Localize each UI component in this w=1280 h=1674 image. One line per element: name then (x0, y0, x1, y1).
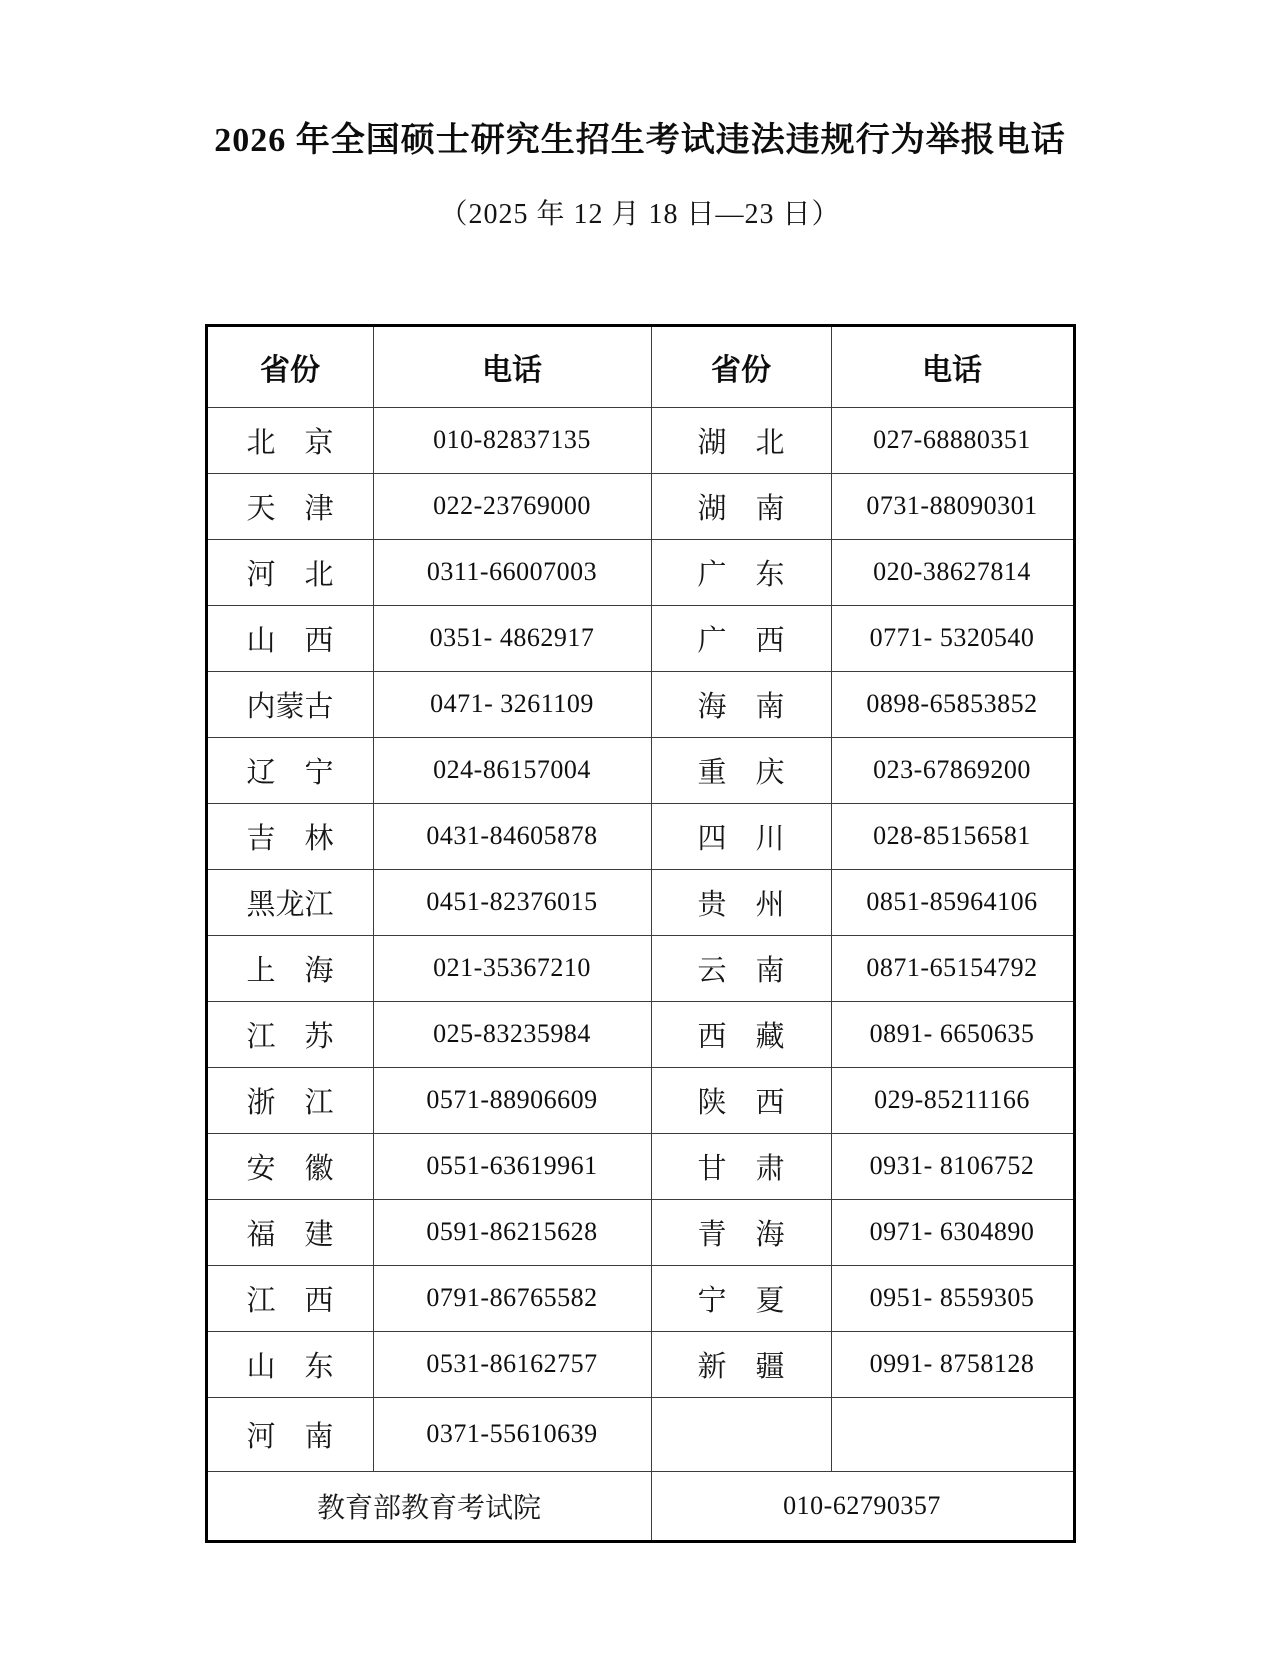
province-cell: 上 海 (206, 935, 373, 1001)
table-row (206, 1133, 1074, 1199)
table-row (206, 605, 1074, 671)
footer-organization-cell: 教育部教育考试院 (206, 1471, 651, 1541)
table-row (206, 1265, 1074, 1331)
table-header-row (206, 325, 1074, 407)
province-cell: 湖 北 (651, 407, 831, 473)
phone-cell: 0991- 8758128 (831, 1331, 1074, 1397)
province-cell: 青 海 (651, 1199, 831, 1265)
phone-cell: 0931- 8106752 (831, 1133, 1074, 1199)
province-cell: 江 苏 (206, 1001, 373, 1067)
province-cell: 江 西 (206, 1265, 373, 1331)
phone-cell: 0891- 6650635 (831, 1001, 1074, 1067)
phone-cell: 022-23769000 (373, 473, 651, 539)
col-header-phone-left: 电话 (373, 325, 651, 407)
province-cell: 山 西 (206, 605, 373, 671)
phone-cell: 0871-65154792 (831, 935, 1074, 1001)
phone-cell: 0731-88090301 (831, 473, 1074, 539)
phone-cell: 024-86157004 (373, 737, 651, 803)
province-cell: 河 北 (206, 539, 373, 605)
table-row (206, 1067, 1074, 1133)
province-cell: 云 南 (651, 935, 831, 1001)
phone-cell: 0898-65853852 (831, 671, 1074, 737)
table-row (206, 1001, 1074, 1067)
phone-cell: 0971- 6304890 (831, 1199, 1074, 1265)
province-cell: 湖 南 (651, 473, 831, 539)
phone-cell: 021-35367210 (373, 935, 651, 1001)
document-subtitle: （2025 年 12 月 18 日—23 日） (439, 198, 841, 230)
table-row (206, 737, 1074, 803)
province-cell: 宁 夏 (651, 1265, 831, 1331)
phone-cell: 0851-85964106 (831, 869, 1074, 935)
phone-cell: 010-82837135 (373, 407, 651, 473)
phone-cell: 0771- 5320540 (831, 605, 1074, 671)
phone-cell: 028-85156581 (831, 803, 1074, 869)
phone-cell: 0571-88906609 (373, 1067, 651, 1133)
province-cell: 安 徽 (206, 1133, 373, 1199)
table-row (206, 803, 1074, 869)
empty-cell (831, 1397, 1074, 1471)
province-cell: 西 藏 (651, 1001, 831, 1067)
province-cell: 浙 江 (206, 1067, 373, 1133)
province-cell: 贵 州 (651, 869, 831, 935)
table-row (206, 539, 1074, 605)
phone-cell: 025-83235984 (373, 1001, 651, 1067)
phone-cell: 0791-86765582 (373, 1265, 651, 1331)
col-header-phone-right: 电话 (831, 325, 1074, 407)
footer-phone-cell: 010-62790357 (651, 1471, 1074, 1541)
province-cell: 山 东 (206, 1331, 373, 1397)
phone-cell: 0551-63619961 (373, 1133, 651, 1199)
province-cell: 辽 宁 (206, 737, 373, 803)
province-cell: 重 庆 (651, 737, 831, 803)
table-row (206, 869, 1074, 935)
province-cell: 河 南 (206, 1397, 373, 1471)
phone-cell: 0591-86215628 (373, 1199, 651, 1265)
empty-cell (651, 1397, 831, 1471)
document-title: 2026 年全国硕士研究生招生考试违法违规行为举报电话 (214, 122, 1066, 159)
phone-cell: 0531-86162757 (373, 1331, 651, 1397)
province-cell: 福 建 (206, 1199, 373, 1265)
province-cell: 吉 林 (206, 803, 373, 869)
phone-cell: 0351- 4862917 (373, 605, 651, 671)
hotline-table (205, 324, 1076, 1543)
phone-cell: 023-67869200 (831, 737, 1074, 803)
phone-cell: 0431-84605878 (373, 803, 651, 869)
phone-cell: 029-85211166 (831, 1067, 1074, 1133)
province-cell: 内蒙古 (206, 671, 373, 737)
province-cell: 广 西 (651, 605, 831, 671)
province-cell: 陕 西 (651, 1067, 831, 1133)
province-cell: 海 南 (651, 671, 831, 737)
table-row (206, 407, 1074, 473)
phone-cell: 0951- 8559305 (831, 1265, 1074, 1331)
col-header-province-right: 省份 (651, 325, 831, 407)
phone-cell: 027-68880351 (831, 407, 1074, 473)
table-row (206, 935, 1074, 1001)
table-row (206, 473, 1074, 539)
table-footer-row (206, 1471, 1074, 1541)
phone-cell: 0471- 3261109 (373, 671, 651, 737)
table-row (206, 1397, 1074, 1471)
table-row (206, 1331, 1074, 1397)
province-cell: 广 东 (651, 539, 831, 605)
province-cell: 黑龙江 (206, 869, 373, 935)
phone-cell: 0311-66007003 (373, 539, 651, 605)
province-cell: 甘 肃 (651, 1133, 831, 1199)
col-header-province-left: 省份 (206, 325, 373, 407)
province-cell: 北 京 (206, 407, 373, 473)
province-cell: 四 川 (651, 803, 831, 869)
phone-cell: 0371-55610639 (373, 1397, 651, 1471)
phone-cell: 020-38627814 (831, 539, 1074, 605)
table-row (206, 671, 1074, 737)
phone-cell: 0451-82376015 (373, 869, 651, 935)
province-cell: 天 津 (206, 473, 373, 539)
table-row (206, 1199, 1074, 1265)
province-cell: 新 疆 (651, 1331, 831, 1397)
